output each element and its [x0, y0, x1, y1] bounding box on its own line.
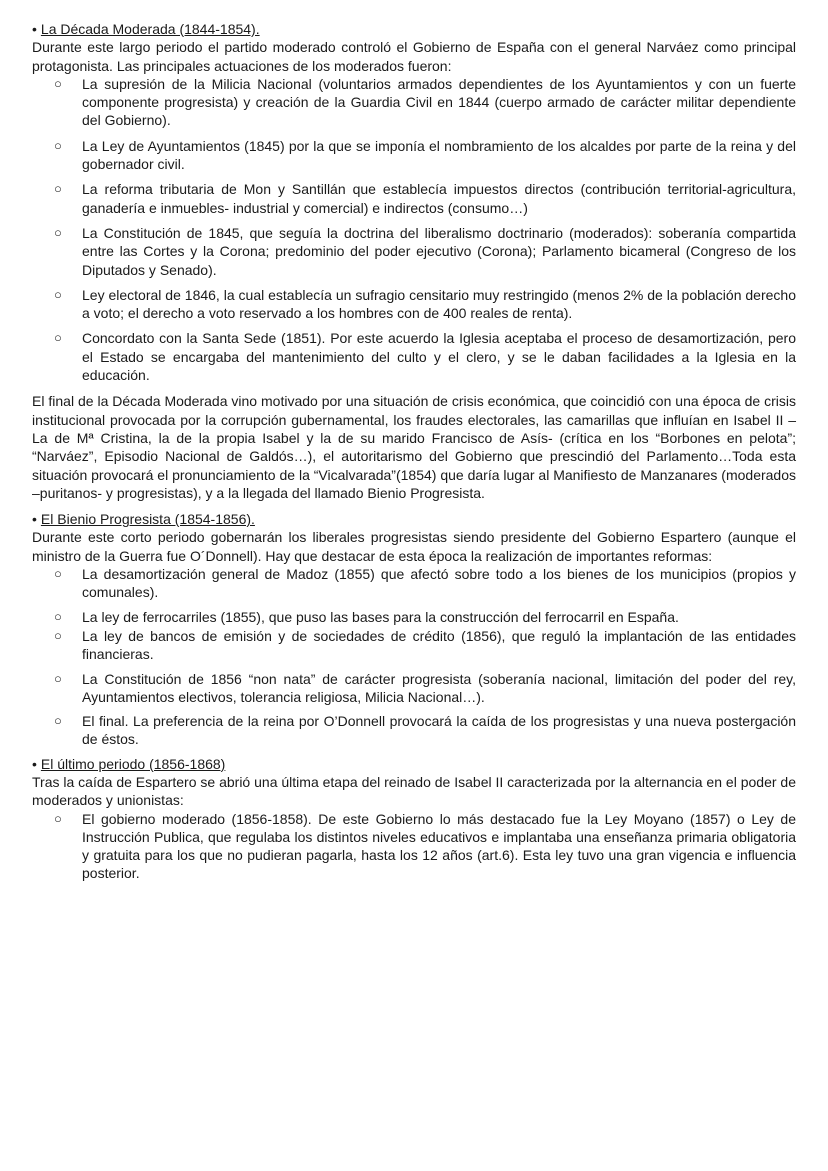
- list-item: [54, 137, 796, 174]
- section-intro: Tras la caída de Espartero se abrió una última etapa del reinado de Isabel II caracterizada por la alternancia en el poder de moderados y unionistas:: [32, 773, 796, 809]
- list-item: [54, 712, 796, 749]
- list-item: [54, 810, 796, 883]
- circle-bullet-icon: ○: [54, 566, 62, 582]
- list-item-text: La Constitución de 1845, que seguía la doctrina del liberalismo doctrinario (moderados): soberanía compartida entre las Cortes y la Corona; predominio del poder ejecutivo (Corona); Parlamento bicameral (Congreso de los Diputados y Senado).: [82, 224, 796, 278]
- heading-text: El Bienio Progresista (1854-1856).: [40, 511, 255, 528]
- list-item-text: La reforma tributaria de Mon y Santillán que establecía impuestos directos (contribución territorial-agricultura, ganadería e inmuebles- industrial y comercial) e indirectos (consumo…): [82, 181, 796, 216]
- section-intro: Durante este corto periodo gobernarán los liberales progresistas siendo presidente del Gobierno Espartero (aunque el ministro de la Guerra fue O´Donnell). Hay que destacar de esta época la realización de importantes reformas:: [32, 529, 796, 564]
- heading-bullet: •: [32, 21, 37, 37]
- list-item: [54, 565, 796, 602]
- section-heading: [32, 510, 796, 528]
- list-item: [54, 224, 796, 279]
- list-item-text: El final. La preferencia de la reina por O’Donnell provocará la caída de los progresistas y una nueva postergación de éstos.: [82, 713, 796, 748]
- list-item: [54, 608, 796, 626]
- section-list: [32, 810, 796, 883]
- list-item: [54, 75, 796, 130]
- section-intro: Durante este largo periodo el partido moderado controló el Gobierno de España con el general Narváez como principal protagonista. Las principales actuaciones de los moderados fueron:: [32, 39, 796, 74]
- section-closing-paragraph: El final de la Década Moderada vino motivado por una situación de crisis económica, que coincidió con una época de crisis institucional provocada por la corrupción gubernamental, los fraudes electorales, las camarillas que influían en Isabel II –La de Mª Cristina, la de la propia Isabel y la de su marido Francisco de Asís- (crítica en los “Borbones en pelota”; “Narváez”, Episodio Nacional de Galdós…), el autoritarismo del Gobierno que prescindió del Parlamento…Toda esta situación provocará el pronunciamiento de la “Vicalvarada”(1854) que daría lugar al Manifiesto de Manzanares (moderados –puritanos- y progresistas), y a la llegada del llamado Bienio Progresista.: [32, 393, 796, 501]
- list-item: [54, 627, 796, 664]
- heading-bullet: •: [32, 755, 37, 772]
- section-heading: [32, 755, 796, 773]
- list-item: [54, 329, 796, 384]
- list-item-text: Concordato con la Santa Sede (1851). Por este acuerdo la Iglesia aceptaba el proceso de desamortización, pero el Estado se encargaba del mantenimiento del culto y el clero, y se le daban facilidades a la Iglesia en la educación.: [82, 330, 796, 384]
- section-list: [32, 565, 796, 749]
- circle-bullet-icon: ○: [54, 608, 62, 624]
- circle-bullet-icon: ○: [54, 286, 62, 302]
- heading-bullet: •: [32, 511, 37, 528]
- section-heading: [32, 20, 796, 38]
- section-list: [32, 75, 796, 384]
- circle-bullet-icon: ○: [54, 670, 62, 686]
- list-item-text: La desamortización general de Madoz (1855) que afectó sobre todo a los bienes de los municipios (propios y comunales).: [82, 566, 796, 601]
- circle-bullet-icon: ○: [54, 181, 62, 197]
- circle-bullet-icon: ○: [54, 75, 62, 91]
- section-bienio-progresista: [32, 510, 796, 749]
- heading-text: El último periodo (1856-1868): [40, 755, 226, 772]
- list-item-text: La ley de bancos de emisión y de sociedades de crédito (1856), que reguló la implantación de las entidades financieras.: [82, 627, 796, 663]
- list-item-text: La Constitución de 1856 “non nata” de carácter progresista (soberanía nacional, limitación del poder del rey, Ayuntamientos electivos, tolerancia religiosa, Milicia Nacional…).: [82, 670, 796, 705]
- circle-bullet-icon: ○: [54, 627, 62, 643]
- circle-bullet-icon: ○: [54, 810, 62, 826]
- list-item-text: La supresión de la Milicia Nacional (voluntarios armados dependientes de los Ayuntamientos y con un fuerte componente progresista) y creación de la Guardia Civil en 1844 (cuerpo armado de carácter militar dependiente del Gobierno).: [82, 75, 796, 129]
- section-ultimo-periodo: [32, 755, 796, 883]
- circle-bullet-icon: ○: [54, 713, 62, 729]
- list-item: [54, 670, 796, 707]
- heading-text: La Década Moderada (1844-1854).: [40, 21, 260, 37]
- list-item-text: Ley electoral de 1846, la cual establecía un sufragio censitario muy restringido (menos 2% de la población derecho a voto; el derecho a voto reservado a los hombres con de 400 reales de renta).: [82, 286, 796, 322]
- list-item: [54, 180, 796, 217]
- circle-bullet-icon: ○: [54, 330, 62, 346]
- list-item: [54, 286, 796, 323]
- list-item-text: La ley de ferrocarriles (1855), que puso las bases para la construcción del ferrocarril en España.: [82, 608, 679, 625]
- circle-bullet-icon: ○: [54, 224, 62, 240]
- list-item-text: El gobierno moderado (1856-1858). De este Gobierno lo más destacado fue la Ley Moyano (1857) o Ley de Instrucción Publica, que regulaba los distintos niveles educativos e implantaba una enseñanza primaria obligatoria y gratuita para los que no pudieran pagarla, hasta los 12 años (art.6). Esta ley tuvo una gran vigencia e influencia posterior.: [82, 810, 796, 882]
- list-item-text: La Ley de Ayuntamientos (1845) por la que se imponía el nombramiento de los alcaldes por parte de la reina y del gobernador civil.: [82, 137, 796, 173]
- section-decada-moderada: [32, 20, 796, 502]
- circle-bullet-icon: ○: [54, 137, 62, 153]
